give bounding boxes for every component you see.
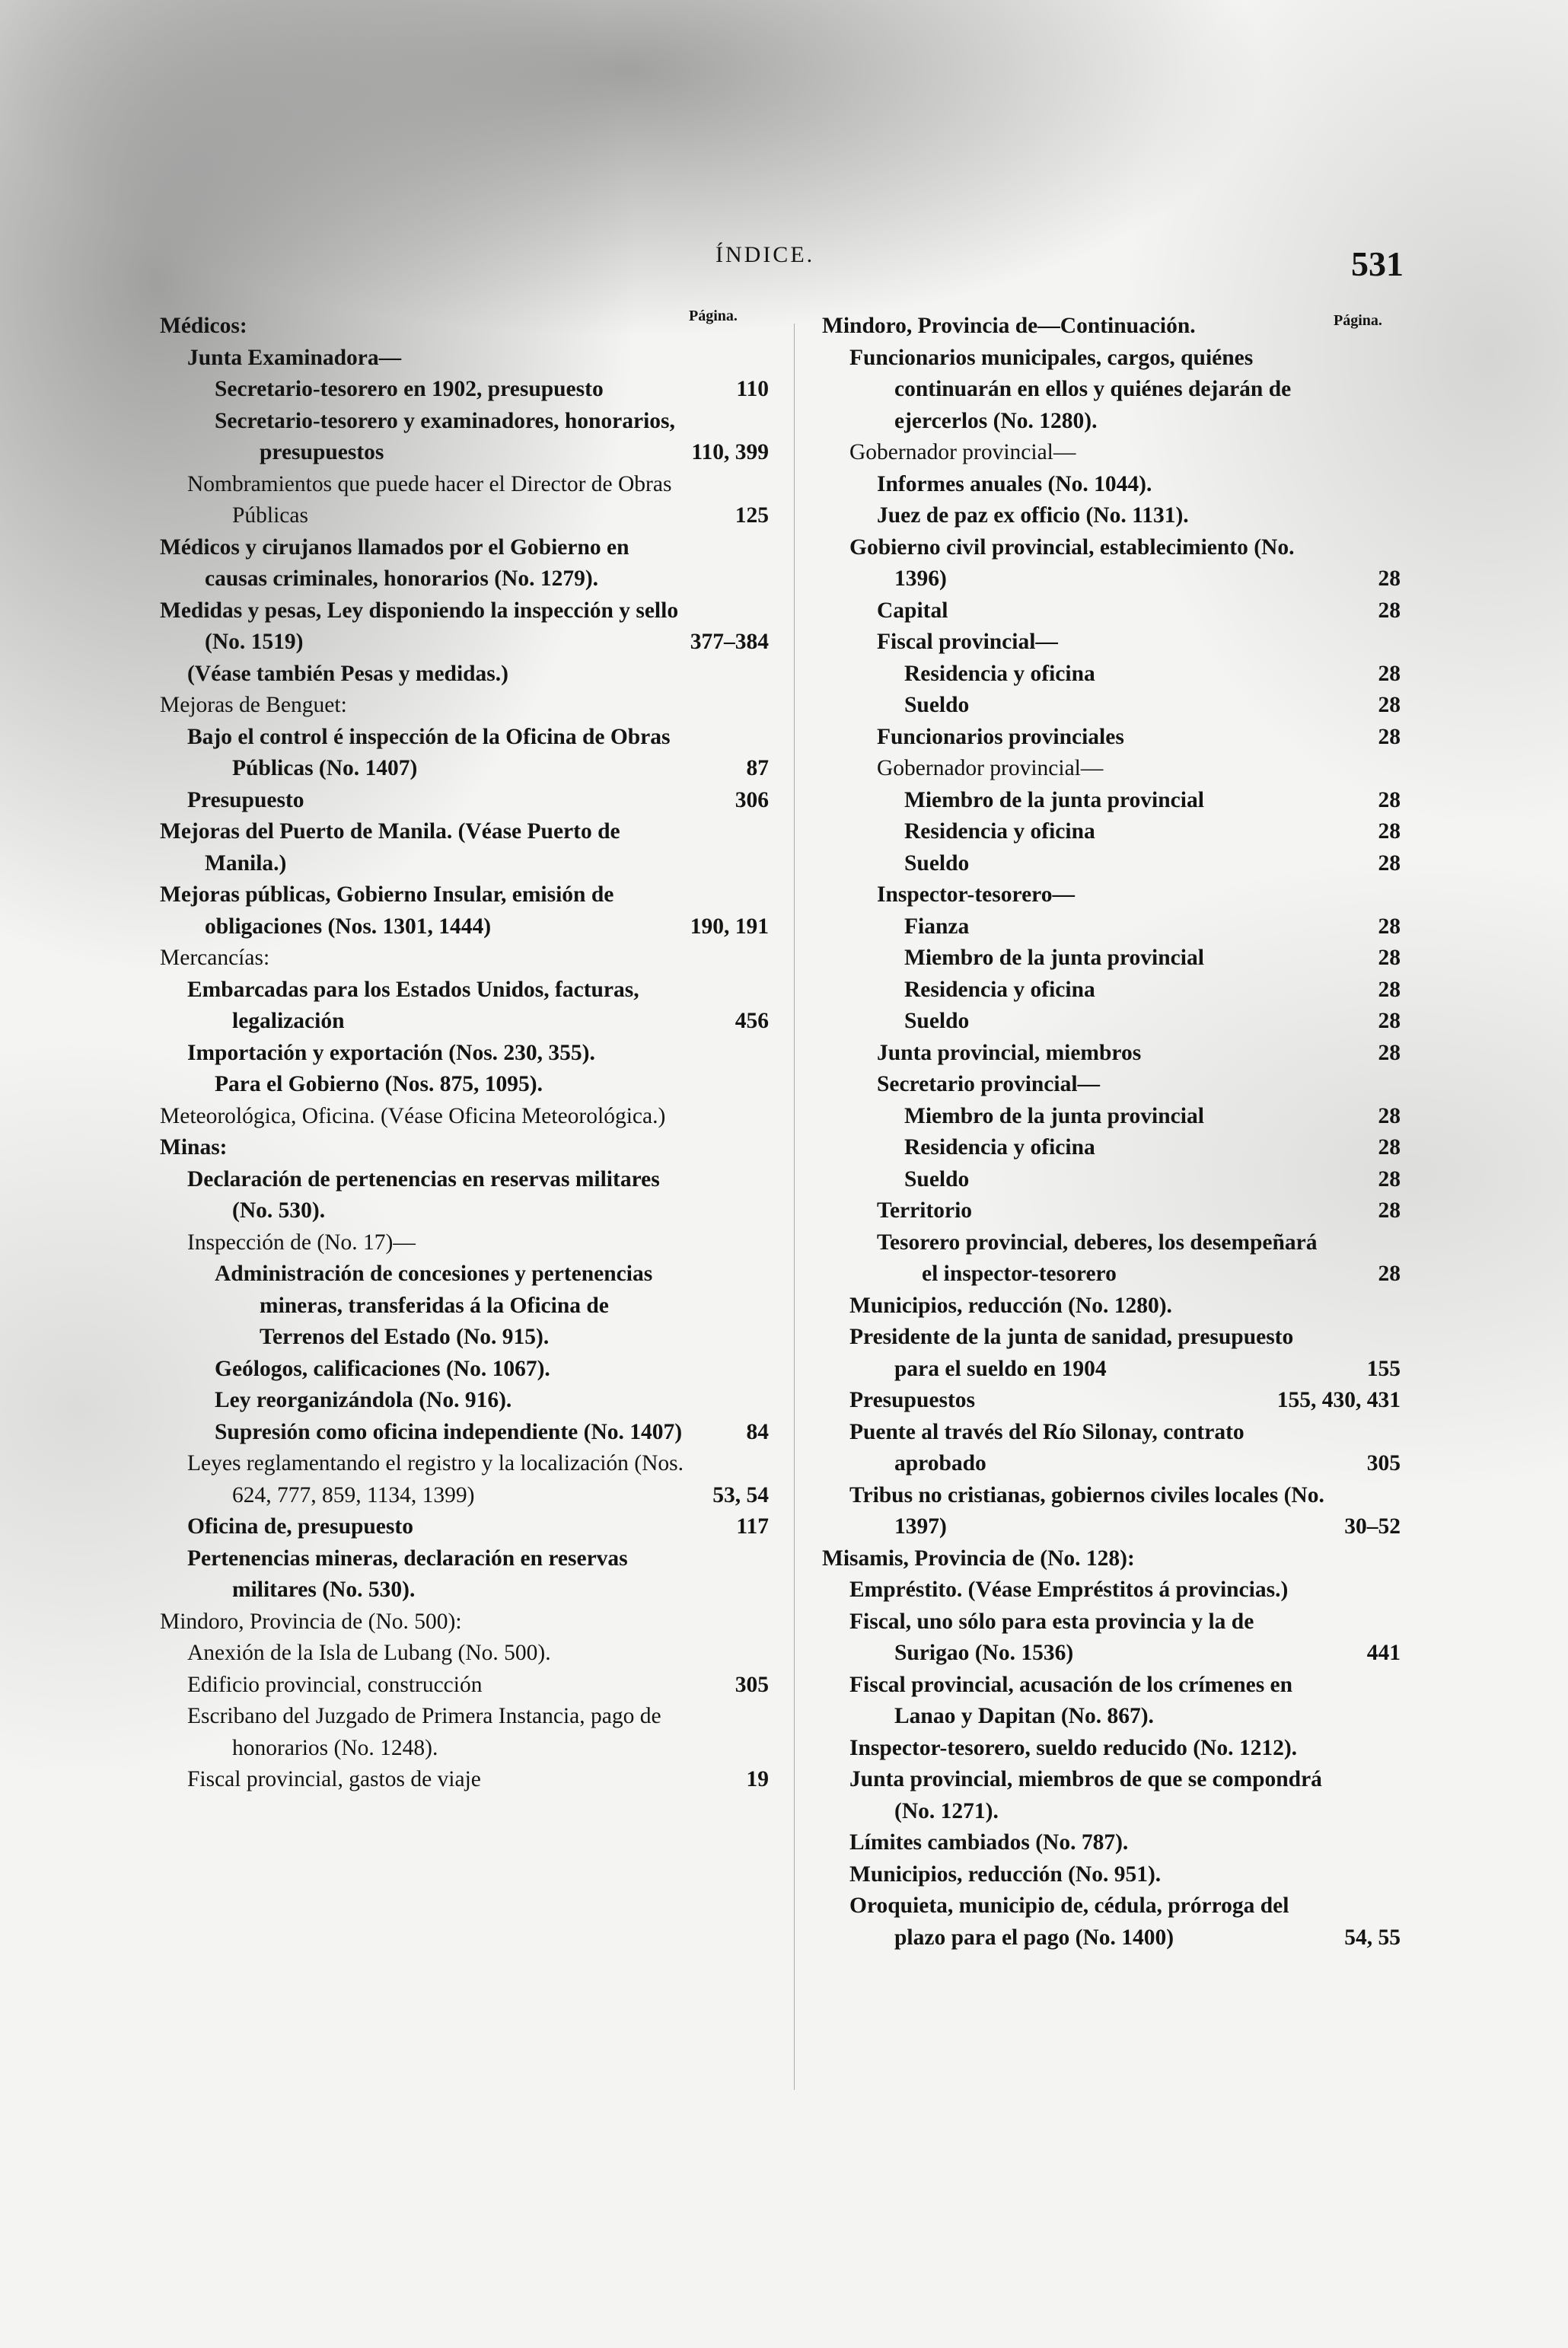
index-entry-text: Fiscal provincial— (877, 630, 1058, 654)
index-entry (160, 1543, 769, 1606)
index-entry-pages: 87 (746, 756, 769, 780)
index-entry-text: Fiscal provincial, acusación de los crímenes en Lanao y Dapitan (No. 867). (849, 1672, 1293, 1728)
index-entry-text: Funcionarios provinciales (877, 724, 1124, 749)
index-entry (822, 848, 1401, 880)
index-entry (822, 532, 1401, 595)
index-entry (822, 816, 1401, 848)
index-entry-text: Mercancías: (160, 946, 270, 970)
index-entry-pages: 28 (1378, 1262, 1401, 1286)
index-entry (822, 1574, 1401, 1606)
index-entry (160, 1259, 769, 1354)
index-entry-text: Secretario-tesorero en 1902, presupuesto (215, 377, 604, 401)
index-entry (822, 1195, 1401, 1227)
index-entry-text: Territorio (877, 1198, 973, 1223)
index-entry-text: Médicos: (160, 314, 247, 338)
index-entry-text: Mejoras públicas, Gobierno Insular, emisión de obligaciones (Nos. 1301, 1444) (160, 882, 614, 939)
index-entry-pages: 54, 55 (1344, 1925, 1401, 1950)
index-entry-text: Leyes reglamentando el registro y la localización (Nos. 624, 777, 859, 1134, 1399) (187, 1451, 684, 1507)
index-entry (822, 627, 1401, 659)
index-entry (160, 469, 769, 532)
index-entry-text: Edificio provincial, construcción (187, 1672, 483, 1697)
page-number: 531 (1351, 244, 1404, 283)
index-entry-pages: 30–52 (1344, 1514, 1401, 1539)
index-entry (822, 595, 1401, 627)
index-entry (822, 690, 1401, 722)
index-entry-text: Bajo el control é inspección de la Oficina de Obras Públicas (No. 1407) (187, 724, 671, 780)
index-entry-pages: 155, 430, 431 (1276, 1388, 1401, 1412)
index-entry-text: Mindoro, Provincia de—Continuación. (822, 314, 1196, 338)
index-entry (822, 911, 1401, 943)
index-entry (160, 343, 769, 375)
index-entry (160, 1132, 769, 1164)
index-entry-pages: 28 (1378, 566, 1401, 591)
index-entry-text: Presidente de la junta de sanidad, presupuesto para el sueldo en 1904 (849, 1325, 1294, 1381)
index-entry-text: Sueldo (904, 693, 970, 717)
index-entry-text: Juez de paz ex officio (No. 1131). (877, 503, 1189, 528)
index-entry (822, 1543, 1401, 1575)
index-entry (822, 1480, 1401, 1543)
index-entry-text: Inspector-tesorero, sueldo reducido (No. 1212). (849, 1735, 1298, 1760)
index-entry (160, 532, 769, 595)
index-entry (160, 816, 769, 879)
index-entry-text: Puente al través del Río Silonay, contrato aprobado (849, 1419, 1245, 1475)
index-entry-text: Junta Examinadora— (187, 345, 402, 370)
index-entry (160, 1448, 769, 1511)
index-entry (160, 1101, 769, 1133)
index-entry (822, 785, 1401, 817)
index-entry (160, 1606, 769, 1638)
index-entry-pages: 28 (1378, 1198, 1401, 1223)
index-entry (160, 975, 769, 1038)
index-entry-text: Oficina de, presupuesto (187, 1514, 413, 1539)
index-entry (160, 374, 769, 406)
index-entry-text: Presupuestos (849, 1388, 976, 1412)
index-entry-pages: 28 (1378, 1103, 1401, 1128)
index-entry (160, 1069, 769, 1101)
index-entry-pages: 28 (1378, 850, 1401, 876)
index-entry-text: Mejoras de Benguet: (160, 693, 347, 717)
index-entry-pages: 110, 399 (691, 440, 769, 464)
index-entry-pages: 306 (735, 787, 769, 812)
index-entry (822, 343, 1401, 438)
index-entry-pages: 28 (1378, 819, 1401, 844)
index-entry-pages: 28 (1378, 914, 1401, 939)
index-entry-text: Residencia y oficina (904, 661, 1095, 686)
index-entry-text: Escribano del Juzgado de Primera Instancia, pago de honorarios (No. 1248). (187, 1704, 661, 1760)
index-entry (822, 1606, 1401, 1670)
index-entry (822, 975, 1401, 1007)
index-entry (822, 943, 1401, 975)
index-entry-text: Fiscal, uno sólo para esta provincia y la de Surigao (No. 1536) (849, 1609, 1254, 1665)
index-entry-text: Geólogos, calificaciones (No. 1067). (215, 1356, 550, 1381)
left-column-page-label: Página. (689, 308, 738, 324)
index-entry-text: Tribus no cristianas, gobiernos civiles locales (No. 1397) (849, 1482, 1324, 1539)
index-entry (160, 690, 769, 722)
index-entry-text: Medidas y pesas, Ley disponiendo la inspección y sello (No. 1519) (160, 598, 679, 654)
index-entry (822, 1164, 1401, 1196)
index-entry-text: Informes anuales (No. 1044). (877, 471, 1152, 496)
index-entry-text: Fianza (904, 914, 970, 939)
index-entry-text: Secretario-tesorero y examinadores, honorarios, presupuestos (215, 408, 675, 464)
index-entry-text: Tesorero provincial, deberes, los desempeñará el inspector-tesorero (877, 1230, 1318, 1286)
index-entry (822, 1227, 1401, 1290)
index-entry-pages: 28 (1378, 598, 1401, 623)
index-entry (822, 1859, 1401, 1891)
index-entry-pages: 28 (1378, 1135, 1401, 1160)
index-entry-text: Capital (877, 598, 948, 623)
index-entry (160, 406, 769, 469)
index-entry-text: Inspección de (No. 17)— (187, 1230, 416, 1255)
index-entry (160, 1164, 769, 1227)
index-entry-pages: 441 (1366, 1641, 1401, 1665)
index-entry-pages: 305 (735, 1672, 769, 1697)
index-entry-text: Misamis, Provincia de (No. 128): (822, 1546, 1135, 1571)
index-entry (822, 1733, 1401, 1765)
index-entry-pages: 377–384 (690, 630, 769, 654)
index-entry (822, 1764, 1401, 1827)
index-entry-text: Residencia y oficina (904, 1135, 1095, 1160)
index-entry-text: Para el Gobierno (Nos. 875, 1095). (215, 1072, 543, 1096)
index-entry (822, 1890, 1401, 1954)
index-entry (822, 659, 1401, 691)
index-entry-pages: 28 (1378, 1009, 1401, 1033)
index-entry-pages: 28 (1378, 661, 1401, 686)
index-entry (822, 1417, 1401, 1480)
index-entry (160, 311, 769, 343)
index-entry-text: Secretario provincial— (877, 1072, 1101, 1096)
index-entry (160, 1354, 769, 1386)
index-entry-pages: 305 (1366, 1451, 1401, 1475)
index-entry-text: Presupuesto (187, 787, 304, 812)
index-entry (822, 1385, 1401, 1417)
index-entry-text: Límites cambiados (No. 787). (849, 1830, 1129, 1855)
index-entry-pages: 456 (735, 1009, 769, 1033)
index-entry-text: Funcionarios municipales, cargos, quiénes continuarán en ellos y quiénes dejarán de ejercerlos (No. 1280). (849, 345, 1292, 433)
index-entry (822, 1101, 1401, 1133)
index-entry (160, 879, 769, 943)
index-entry (822, 1670, 1401, 1733)
index-entry (822, 1827, 1401, 1859)
index-entry (160, 722, 769, 785)
index-entry-text: Minas: (160, 1135, 228, 1160)
index-entry-text: Anexión de la Isla de Lubang (No. 500). (187, 1641, 551, 1665)
index-entry (160, 1038, 769, 1070)
index-entry (160, 659, 769, 691)
index-entry-text: Ley reorganizándola (No. 916). (215, 1388, 512, 1412)
index-entry-text: Junta provincial, miembros (877, 1040, 1142, 1065)
index-entry-text: Embarcadas para los Estados Unidos, facturas, legalización (187, 977, 639, 1033)
index-entry-pages: 28 (1378, 1166, 1401, 1192)
index-entry (822, 500, 1401, 532)
index-entry (822, 437, 1401, 469)
index-entry-text: Fiscal provincial, gastos de viaje (187, 1767, 481, 1791)
index-entry (160, 595, 769, 659)
index-entry (160, 1638, 769, 1670)
index-entry-pages: 28 (1378, 693, 1401, 717)
index-entry-pages: 84 (746, 1419, 769, 1444)
index-entry-pages: 28 (1378, 977, 1401, 1002)
index-entry-pages: 19 (746, 1767, 769, 1791)
index-entry-text: Junta provincial, miembros de que se compondrá (No. 1271). (849, 1767, 1322, 1823)
index-entry (822, 1006, 1401, 1038)
index-entry-pages: 190, 191 (690, 914, 769, 939)
index-entry-text: Supresión como oficina independiente (No. 1407) (215, 1419, 683, 1444)
index-entry-text: Municipios, reducción (No. 951). (849, 1861, 1162, 1887)
index-entry (822, 722, 1401, 754)
right-column-page-label: Página. (1334, 312, 1382, 329)
index-entry-text: Residencia y oficina (904, 977, 1095, 1002)
index-entry (822, 1038, 1401, 1070)
index-entry-pages: 117 (736, 1514, 769, 1539)
index-entry (160, 1670, 769, 1702)
index-entry-text: Sueldo (904, 1009, 970, 1033)
index-entry-text: Gobernador provincial— (849, 440, 1076, 464)
index-entry-pages: 28 (1378, 946, 1401, 970)
index-entry-pages: 28 (1378, 1040, 1401, 1065)
index-entry-text: Meteorológica, Oficina. (Véase Oficina Meteorológica.) (160, 1103, 666, 1128)
index-entry-text: Residencia y oficina (904, 819, 1095, 844)
index-entry-pages: 110 (736, 377, 769, 401)
index-entry-text: (Véase también Pesas y medidas.) (187, 661, 508, 686)
index-entry-text: Miembro de la junta provincial (904, 787, 1204, 812)
index-entry-text: Importación y exportación (Nos. 230, 355). (187, 1040, 595, 1065)
index-entry-text: Mejoras del Puerto de Manila. (Véase Puerto de Manila.) (160, 819, 620, 876)
index-entry-text: Sueldo (904, 850, 970, 876)
index-entry-text: Mindoro, Provincia de (No. 500): (160, 1609, 462, 1634)
index-entry-text: Municipios, reducción (No. 1280). (849, 1293, 1172, 1318)
index-entry (822, 1132, 1401, 1164)
index-entry (822, 1322, 1401, 1385)
index-entry-text: Médicos y cirujanos llamados por el Gobierno en causas criminales, honorarios (No. 1279). (160, 534, 629, 591)
index-entry-text: Miembro de la junta provincial (904, 1103, 1204, 1128)
index-entry (822, 1290, 1401, 1322)
index-entry-text: Empréstito. (Véase Empréstitos á provincias.) (849, 1578, 1289, 1602)
index-entry-text: Nombramientos que puede hacer el Director de Obras Públicas (187, 471, 672, 528)
index-entry (160, 1385, 769, 1417)
index-entry (160, 1511, 769, 1543)
index-entry-text: Inspector-tesorero— (877, 882, 1075, 907)
index-entry-pages: 125 (735, 503, 769, 528)
index-entry (822, 753, 1401, 785)
left-index-column (160, 311, 769, 1796)
index-entry-text: Sueldo (904, 1166, 970, 1192)
index-entry-text: Miembro de la junta provincial (904, 946, 1204, 970)
index-entry-pages: 28 (1378, 724, 1401, 749)
index-entry (160, 1764, 769, 1796)
index-entry (160, 1227, 769, 1259)
index-entry (822, 1069, 1401, 1101)
column-divider (794, 324, 795, 2090)
index-entry (822, 469, 1401, 501)
index-entry-pages: 155 (1366, 1356, 1401, 1381)
index-entry-text: Declaración de pertenencias en reservas militares (No. 530). (187, 1166, 660, 1223)
index-entry (822, 879, 1401, 911)
index-entry-text: Gobierno civil provincial, establecimiento (No. 1396) (849, 534, 1295, 591)
right-index-column (822, 311, 1401, 1954)
index-entry (160, 943, 769, 975)
index-entry (822, 311, 1401, 343)
index-entry-text: Gobernador provincial— (877, 756, 1104, 780)
index-entry-text: Oroquieta, municipio de, cédula, prórroga del plazo para el pago (No. 1400) (849, 1893, 1289, 1950)
index-entry (160, 785, 769, 817)
index-entry-text: Administración de concesiones y pertenencias mineras, transferidas á la Oficina de Terrenos del Estado (No. 915). (215, 1262, 653, 1349)
index-entry (160, 1701, 769, 1764)
index-entry-text: Pertenencias mineras, declaración en reservas militares (No. 530). (187, 1546, 628, 1602)
index-entry-pages: 28 (1378, 787, 1401, 812)
index-entry-pages: 53, 54 (712, 1482, 769, 1507)
page-header-title: ÍNDICE. (715, 242, 815, 267)
index-entry (160, 1417, 769, 1449)
